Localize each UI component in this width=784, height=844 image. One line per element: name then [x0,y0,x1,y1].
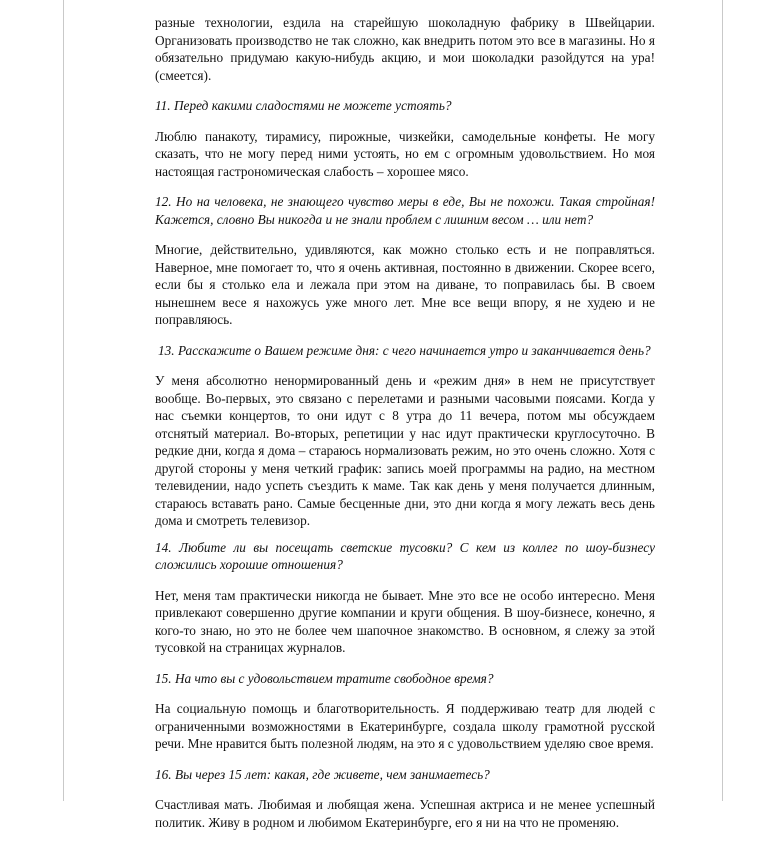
answer-paragraph: Люблю панакоту, тирамису, пирожные, чизкейки, самодельные конфеты. Не могу сказать, что не могу перед ними устоять, но ем с огромным удовольствием. Но моя настоящая гастрономическая слабость – хорошее мясо. [155,128,655,179]
answer-paragraph: Многие, действительно, удивляются, как можно столько есть и не поправляться. Наверное, мне помогает то, что я очень активная, постоянно в движении. Скорее всего, если бы я столько ела и лежала при этом на диване, то поправилась бы. В своем нынешнем весе я нахожусь уже много лет. Мне все вещи впору, я не худею и не поправляюсь. [155,242,655,327]
document-page-text[interactable] [155,14,655,844]
page-left-edge [63,0,64,801]
question-paragraph: 11. Перед какими сладостями не можете устоять? [155,98,452,113]
question-paragraph: 14. Любите ли вы посещать светские тусовки? С кем из коллег по шоу-бизнесу сложились хорошие отношения? [155,539,655,572]
question-paragraph: 15. На что вы с удовольствием тратите свободное время? [155,670,494,686]
question-paragraph: 16. Вы через 15 лет: какая, где живете, чем занимаетесь? [155,766,490,782]
answer-paragraph: На социальную помощь и благотворительность. Я поддерживаю театр для людей с ограниченными возможностями в Екатеринбурге, создала школу грамотной русской речи. Мне нравится быть полезной людям, на это я с удовольствием уделяю свое время. [155,701,655,751]
answer-paragraph: Нет, меня там практически никогда не бывает. Мне это все не особо интересно. Меня привлекают совершенно другие компании и круги общения. В шоу-бизнесе, конечно, я кого-то знаю, но это не более чем шапочное знакомство. В основном, я слежу за этой тусовкой на страницах журналов. [155,587,655,655]
page-right-edge [722,0,723,801]
question-paragraph: 12. Но на человека, не знающего чувство меры в еде, Вы не похожи. Такая стройная! Кажется, словно Вы никогда и не знали проблем с лишним весом … или нет? [155,194,655,227]
question-paragraph: 13. Расскажите о Вашем режиме дня: с чего начинается утро и заканчивается день? [158,342,651,358]
answer-paragraph: Счастливая мать. Любимая и любящая жена. Успешная актриса и не менее успешный политик. Живу в родном и любимом Екатеринбурге, его я ни на что не променяю. [155,797,655,830]
answer-paragraph: разные технологии, ездила на старейшую шоколадную фабрику в Швейцарии. Организовать производство не так сложно, как внедрить потом это все в магазины. Но я обязательно придумаю какую-нибудь акцию, и мои шоколадки разойдутся на ура! (смеется). [155,15,655,83]
answer-paragraph: У меня абсолютно ненормированный день и «режим дня» в нем не присутствует вообще. Во-первых, это связано с перелетами и разными часовыми поясами. Когда у нас съемки концертов, то они идут с 8 утра до 11 вечера, потом мы обсуждаем отснятый материал. Во-вторых, репетиции у нас идут практически круглосуточно. В редкие дни, когда я дома – стараюсь нормализовать режим, но это очень сложно. Хотя с другой стороны у меня четкий график: запись моей программы на радио, на местном телевидении, надо успеть съездить к маме. Так как день у меня получается длинным, стараюсь вставать рано. Самые бесценные дни, это дни когда я могу лежать весь день дома и смотреть телевизор. [155,373,655,528]
